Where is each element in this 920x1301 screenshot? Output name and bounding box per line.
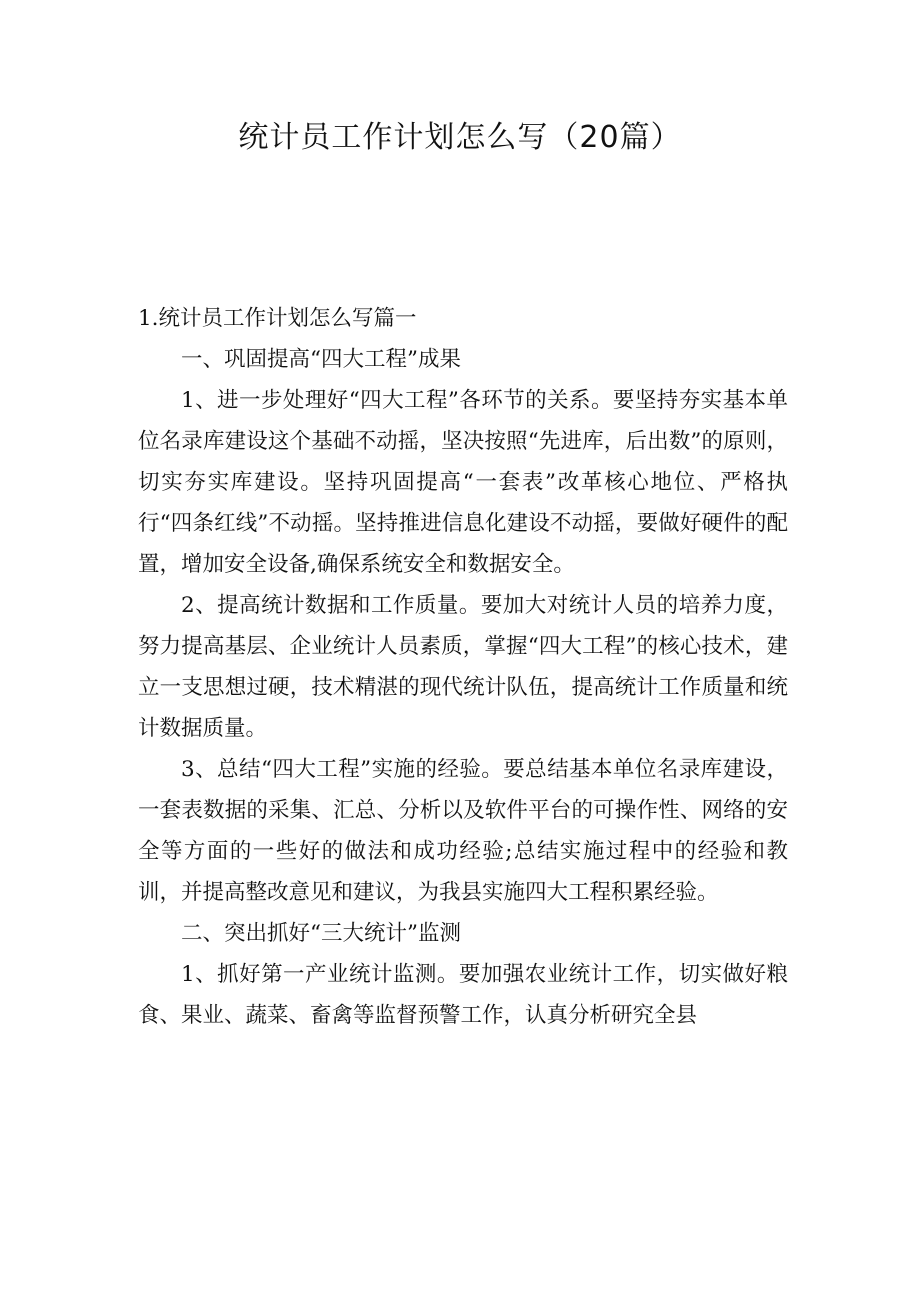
subsection-heading: 一、巩固提高“四大工程”成果 bbox=[181, 347, 461, 372]
body-paragraph: 3、总结“四大工程”实施的经验。要总结基本单位名录库建设，一套表数据的采集、汇总、分析以及软件平台的可操作性、网络的安全等方面的一些好的做法和成功经验;总结实施过程中的经验和教训，并提高整改意见和建议，为我县实施四大工程积累经验。 bbox=[138, 757, 788, 905]
body-paragraph: 1、抓好第一产业统计监测。要加强农业统计工作，切实做好粮食、果业、蔬菜、畜禽等监督预警工作，认真分析研究全县 bbox=[138, 962, 788, 1028]
document-title: 统计员工作计划怎么写（20篇） bbox=[238, 120, 682, 155]
document-body bbox=[138, 298, 788, 1036]
subsection-heading: 二、突出抓好“三大统计”监测 bbox=[181, 921, 461, 946]
body-paragraph: 1、进一步处理好“四大工程”各环节的关系。要坚持夯实基本单位名录库建设这个基础不动摇，坚决按照“先进库，后出数”的原则，切实夯实库建设。坚持巩固提高“一套表”改革核心地位、严格执行“四条红线”不动摇。坚持推进信息化建设不动摇，要做好硬件的配置，增加安全设备,确保系统安全和数据安全。 bbox=[138, 388, 788, 577]
section-heading: 1.统计员工作计划怎么写篇一 bbox=[138, 306, 417, 331]
body-paragraph: 2、提高统计数据和工作质量。要加大对统计人员的培养力度，努力提高基层、企业统计人员素质，掌握“四大工程”的核心技术，建立一支思想过硬，技术精湛的现代统计队伍，提高统计工作质量和统计数据质量。 bbox=[138, 593, 788, 741]
